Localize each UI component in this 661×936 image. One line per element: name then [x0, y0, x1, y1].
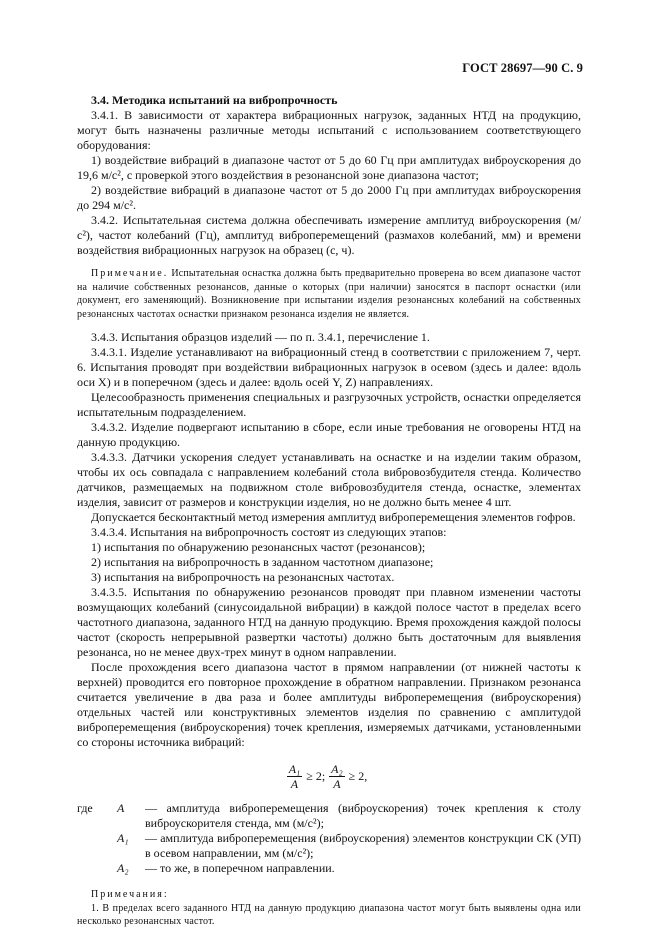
- symbol: A₂: [117, 861, 129, 875]
- paragraph-3-4-3-3b: Допускается бесконтактный метод измерения амплитуд виброперемещения элементов гофров.: [91, 510, 576, 524]
- symbol: A: [117, 801, 125, 815]
- paragraph-3-4-2: 3.4.2. Испытательная система должна обеспечивать измерение амплитуд виброускорения (м/с²), частот колебаний (Гц), амплитуд виброперемещений (размахов колебаний, мм) и времени воздействия вибрационных нагрузок на образец (с, ч).: [77, 213, 581, 257]
- paragraph-3-4-3-3: 3.4.3.3. Датчики ускорения следует устанавливать на оснастке и на изделии таким образом, чтобы их ось совпадала с направлением колебаний стола вибровозбудителя стенда. Количество датчиков, размещаемых на подвижном столе вибровозбудителя стенда, оснастке, элементах изделия, зависит от размеров и конструкции изделия, но не должно быть менее 4 шт.: [77, 450, 581, 509]
- note-text: Испытательная оснастка должна быть предварительно проверена во всем диапазоне частот на наличие собственных резонансов, данные о которых (при наличии) заносятся в паспорт оснастки (или документ, его заменяющий). Возникновение при испытании изделия резонансных колебаний на собственных резонансных частотах оснастки признаком резонанса изделия не является.: [77, 268, 581, 320]
- paragraph-3-4-3-1b: Целесообразность применения специальных и разгрузочных устройств, оснастки определяется испытательным подразделением.: [77, 390, 581, 419]
- note-label: Примечание.: [91, 268, 169, 279]
- paragraph-3-4-3: 3.4.3. Испытания образцов изделий — по п. 3.4.1, перечисление 1.: [91, 330, 430, 344]
- list-item: 3) испытания на вибропрочность на резонансных частотах.: [91, 570, 395, 584]
- paragraph-after: После прохождения всего диапазона частот в прямом направлении (от нижней частоты к верхней) проводится его повторное прохождение в обратном направлении. Признаком резонанса считается увеличение в два раза и более амплитуды виброперемещения (виброускорения) отдельных частей или конструктивных элементов изделия по сравнению с амплитудой виброперемещения (виброускорения) точек крепления, измеряемых датчиками, установленными со стороны источника вибраций:: [77, 660, 581, 749]
- paragraph-3-4-3-5: 3.4.3.5. Испытания по обнаружению резонансов проводят при плавном изменении частоты возмущающих колебаний (синусоидальной вибрации) в каждой полосе частот в пределах всего частотного диапазона, заданного НТД на данную продукцию. Время прохождения каждой полосы частот (скорость непрерывной развертки частоты) должно быть достаточным для выявления резонанса, но не менее двух-трех минут в одном направлении.: [77, 585, 581, 659]
- fraction-a1: [287, 762, 303, 791]
- relation: ≥ 2,: [348, 768, 368, 783]
- resonance-formula: [77, 755, 581, 797]
- paragraph-3-4-3-1: 3.4.3.1. Изделие устанавливают на вибрационный стенд в соответствии с приложением 7, черт. 6. Испытания проводят при воздействии вибрационных нагрузок в осевом (здесь и далее: вдоль оси X) и в поперечном (здесь и далее: вдоль осей Y, Z) направлениях.: [77, 345, 581, 389]
- page-header: ГОСТ 28697—90 С. 9: [462, 61, 583, 75]
- where-label: где: [77, 801, 93, 815]
- paragraph-3-4-3-2: 3.4.3.2. Изделие подвергают испытанию в сборе, если иные требования не оговорены НТД на данную продукцию.: [77, 420, 581, 449]
- paragraph-3-4-1: 3.4.1. В зависимости от характера вибрационных нагрузок, заданных НТД на продукцию, могут быть назначены различные методы испытаний с использованием соответствующего оборудования:: [77, 108, 581, 152]
- relation: ≥ 2;: [306, 768, 326, 783]
- section-title: 3.4. Методика испытаний на вибропрочность: [91, 93, 338, 107]
- symbol-definition: — амплитуда виброперемещения (виброускорения) элементов конструкции СК (УП) в осевом направлении, мм (м/с²);: [145, 831, 581, 860]
- list-item: 2) воздействие вибраций в диапазоне частот от 5 до 2000 Гц при амплитудах виброускорения до 294 м/с².: [77, 183, 581, 212]
- where-row: [77, 831, 581, 861]
- list-item: 1) воздействие вибраций в диапазоне частот от 5 до 60 Гц при амплитудах виброускорения до 19,6 м/с², с проверкой этого воздействия в резонансной зоне диапазона частот;: [77, 153, 581, 182]
- where-row: [77, 861, 581, 876]
- fraction-numerator: A₂: [331, 761, 343, 776]
- where-row: [77, 801, 581, 831]
- list-item: 1) испытания по обнаружению резонансных частот (резонансов);: [91, 540, 426, 554]
- paragraph-3-4-3-4: 3.4.3.4. Испытания на вибропрочность состоят из следующих этапов:: [91, 525, 447, 539]
- note-item: 1. В пределах всего заданного НТД на данную продукцию диапазона частот могут быть выявлены одна или несколько резонансных частот.: [77, 902, 581, 927]
- symbol: A₁: [117, 831, 129, 845]
- list-item: 2) испытания на вибропрочность в заданном частотном диапазоне;: [91, 555, 434, 569]
- fraction-denominator: A: [333, 776, 341, 791]
- fraction-numerator: A₁: [288, 761, 301, 776]
- notes-label: Примечания:: [91, 889, 169, 900]
- document-body: [77, 93, 581, 929]
- note-1: [77, 267, 581, 321]
- fraction-denominator: A: [290, 776, 299, 791]
- symbol-definition: — амплитуда виброперемещения (виброускорения) точек крепления к столу виброускорителя стенда, мм (м/с²);: [145, 801, 581, 830]
- symbol-definition: — то же, в поперечном направлении.: [145, 861, 335, 875]
- fraction-a2: [329, 762, 345, 791]
